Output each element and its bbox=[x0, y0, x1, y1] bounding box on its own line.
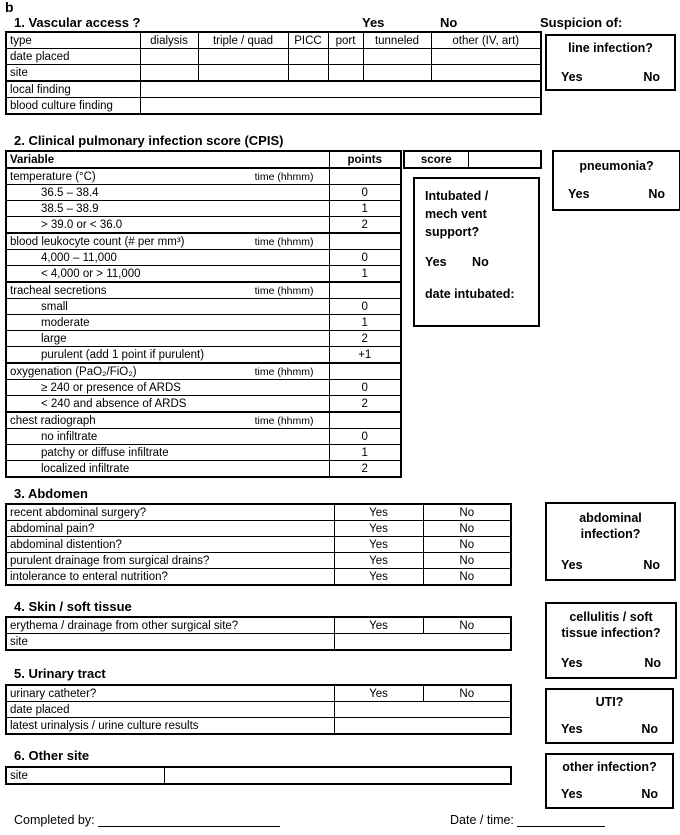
question-label: erythema / drainage from other surgical site? bbox=[6, 617, 334, 634]
input-cell[interactable] bbox=[198, 49, 288, 65]
table-row bbox=[6, 233, 401, 250]
no-option[interactable]: No bbox=[423, 569, 511, 586]
input-cell[interactable] bbox=[140, 49, 198, 65]
row-label-site: site bbox=[6, 634, 334, 651]
yes-option[interactable]: Yes bbox=[334, 537, 423, 553]
cpis-item-label: < 4,000 or > 11,000 bbox=[6, 266, 329, 283]
points-value: 2 bbox=[329, 331, 401, 347]
input-cell[interactable] bbox=[363, 65, 431, 82]
other-infection-box bbox=[545, 753, 674, 809]
input-cell[interactable] bbox=[288, 49, 328, 65]
section-title-abdomen: 3. Abdomen bbox=[14, 486, 88, 501]
pneumonia-question: pneumonia? bbox=[579, 159, 654, 173]
input-cell[interactable] bbox=[288, 65, 328, 82]
points-cell bbox=[329, 363, 401, 380]
points-value: 1 bbox=[329, 315, 401, 331]
input-cell[interactable] bbox=[363, 49, 431, 65]
input-cell-urinalysis[interactable] bbox=[334, 718, 511, 735]
table-row bbox=[6, 299, 401, 315]
cpis-variable-header: Variable bbox=[6, 151, 329, 168]
intubated-yes-option[interactable]: Yes bbox=[425, 255, 447, 269]
pneumonia-no-option[interactable]: No bbox=[648, 187, 665, 201]
uti-yes-option[interactable]: Yes bbox=[561, 722, 583, 736]
input-cell[interactable] bbox=[328, 49, 363, 65]
table-row bbox=[6, 396, 401, 413]
yes-option[interactable]: Yes bbox=[334, 521, 423, 537]
other-no-option[interactable]: No bbox=[641, 787, 658, 801]
urinary-table bbox=[5, 684, 512, 735]
points-value: +1 bbox=[329, 347, 401, 364]
type-option-other[interactable]: other (IV, art) bbox=[431, 32, 541, 49]
pneumonia-box bbox=[552, 150, 680, 211]
row-label-site: site bbox=[6, 767, 164, 784]
cpis-item-label: 36.5 – 38.4 bbox=[6, 185, 329, 201]
points-cell bbox=[329, 168, 401, 185]
group-label-text: temperature (°C) bbox=[10, 170, 96, 183]
points-value: 0 bbox=[329, 299, 401, 315]
input-cell[interactable] bbox=[328, 65, 363, 82]
points-value: 0 bbox=[329, 429, 401, 445]
table-row bbox=[6, 718, 511, 735]
table-row bbox=[6, 617, 511, 634]
intubated-no-option[interactable]: No bbox=[472, 255, 489, 269]
group-label-text: oxygenation (PaO₂/FiO₂) bbox=[10, 365, 137, 378]
points-cell bbox=[329, 233, 401, 250]
table-row bbox=[6, 412, 401, 429]
date-time-field bbox=[450, 813, 605, 827]
cpis-item-label: 38.5 – 38.9 bbox=[6, 201, 329, 217]
abdominal-yes-option[interactable]: Yes bbox=[561, 558, 583, 572]
table-row bbox=[6, 151, 401, 168]
row-label-site: site bbox=[6, 65, 140, 82]
points-value: 2 bbox=[329, 461, 401, 478]
intubated-box bbox=[413, 177, 540, 327]
table-row bbox=[6, 380, 401, 396]
table-row bbox=[6, 185, 401, 201]
line-infection-no-option[interactable]: No bbox=[643, 70, 660, 84]
table-row bbox=[6, 347, 401, 364]
points-value: 1 bbox=[329, 445, 401, 461]
no-option[interactable]: No bbox=[423, 553, 511, 569]
uti-question: UTI? bbox=[595, 695, 624, 709]
suspicion-of-label: Suspicion of: bbox=[540, 15, 623, 30]
points-value: 0 bbox=[329, 250, 401, 266]
table-row bbox=[6, 331, 401, 347]
input-cell[interactable] bbox=[431, 65, 541, 82]
no-option[interactable]: No bbox=[423, 537, 511, 553]
cpis-item-label: purulent (add 1 point if purulent) bbox=[6, 347, 329, 364]
type-option-picc[interactable]: PICC bbox=[288, 32, 328, 49]
uti-box bbox=[545, 688, 674, 744]
cellulitis-box bbox=[545, 602, 677, 679]
line-infection-question: line infection? bbox=[568, 41, 653, 55]
cpis-item-label: patchy or diffuse infiltrate bbox=[6, 445, 329, 461]
completed-by-label: Completed by: bbox=[14, 813, 95, 827]
vascular-yes-option[interactable]: Yes bbox=[362, 15, 385, 30]
section-title-other-site: 6. Other site bbox=[14, 748, 90, 763]
points-value: 0 bbox=[329, 185, 401, 201]
score-input-cell[interactable] bbox=[468, 151, 541, 168]
yes-option[interactable]: Yes bbox=[334, 504, 423, 521]
no-option[interactable]: No bbox=[423, 617, 511, 634]
question-label: abdominal distention? bbox=[6, 537, 334, 553]
time-hhmm-label: time (hhmm) bbox=[254, 414, 314, 427]
cpis-group-label bbox=[6, 233, 329, 250]
group-label-text: blood leukocyte count (# per mm³) bbox=[10, 235, 185, 248]
input-cell[interactable] bbox=[140, 65, 198, 82]
input-cell-local-finding[interactable] bbox=[140, 81, 541, 98]
yes-option[interactable]: Yes bbox=[334, 617, 423, 634]
row-label-urinalysis: latest urinalysis / urine culture results bbox=[6, 718, 334, 735]
section-title-skin: 4. Skin / soft tissue bbox=[14, 599, 132, 614]
table-row bbox=[6, 282, 401, 299]
table-row bbox=[6, 521, 511, 537]
abdomen-table bbox=[5, 503, 512, 586]
score-table bbox=[403, 150, 542, 169]
date-time-line[interactable] bbox=[517, 813, 605, 827]
row-label-blood-culture-finding: blood culture finding bbox=[6, 98, 140, 115]
skin-table bbox=[5, 616, 512, 651]
points-value: 1 bbox=[329, 266, 401, 283]
completed-by-field bbox=[14, 813, 280, 827]
table-row bbox=[6, 445, 401, 461]
cpis-item-label: no infiltrate bbox=[6, 429, 329, 445]
table-row bbox=[6, 504, 511, 521]
group-label-text: chest radiograph bbox=[10, 414, 96, 427]
type-option-dialysis[interactable]: dialysis bbox=[140, 32, 198, 49]
type-option-tunneled[interactable]: tunneled bbox=[363, 32, 431, 49]
vascular-no-option[interactable]: No bbox=[440, 15, 458, 30]
input-cell-date-placed[interactable] bbox=[334, 702, 511, 718]
cpis-item-label: 4,000 – 11,000 bbox=[6, 250, 329, 266]
question-label: abdominal pain? bbox=[6, 521, 334, 537]
date-intubated-label: date intubated: bbox=[425, 287, 515, 301]
points-value: 2 bbox=[329, 396, 401, 413]
points-value: 1 bbox=[329, 201, 401, 217]
no-option[interactable]: No bbox=[423, 685, 511, 702]
row-label-date-placed: date placed bbox=[6, 49, 140, 65]
table-row bbox=[6, 553, 511, 569]
question-label: recent abdominal surgery? bbox=[6, 504, 334, 521]
input-cell-blood-culture-finding[interactable] bbox=[140, 98, 541, 115]
yes-option[interactable]: Yes bbox=[334, 569, 423, 586]
table-row bbox=[6, 702, 511, 718]
cpis-points-header: points bbox=[329, 151, 401, 168]
abdominal-infection-box bbox=[545, 502, 676, 581]
input-cell-site[interactable] bbox=[334, 634, 511, 651]
table-row bbox=[6, 634, 511, 651]
time-hhmm-label: time (hhmm) bbox=[254, 170, 314, 183]
type-option-port[interactable]: port bbox=[328, 32, 363, 49]
figure-label: b bbox=[5, 0, 14, 15]
points-cell bbox=[329, 412, 401, 429]
cpis-item-label: localized infiltrate bbox=[6, 461, 329, 478]
time-hhmm-label: time (hhmm) bbox=[254, 235, 314, 248]
cpis-item-label: < 240 and absence of ARDS bbox=[6, 396, 329, 413]
table-row bbox=[6, 65, 541, 82]
row-label-date-placed: date placed bbox=[6, 702, 334, 718]
abdominal-infection-question: abdominal infection? bbox=[579, 511, 642, 541]
group-label-text: tracheal secretions bbox=[10, 284, 107, 297]
type-option-triple-quad[interactable]: triple / quad bbox=[198, 32, 288, 49]
cpis-group-label bbox=[6, 282, 329, 299]
yes-option[interactable]: Yes bbox=[334, 685, 423, 702]
table-row bbox=[404, 151, 541, 168]
other-site-table bbox=[5, 766, 512, 785]
table-row bbox=[6, 461, 401, 478]
section-title-vascular-access: 1. Vascular access ? bbox=[14, 15, 141, 30]
row-label-type: type bbox=[6, 32, 140, 49]
table-row bbox=[6, 266, 401, 283]
points-value: 2 bbox=[329, 217, 401, 234]
section-title-cpis: 2. Clinical pulmonary infection score (CPIS) bbox=[14, 133, 284, 148]
time-hhmm-label: time (hhmm) bbox=[254, 365, 314, 378]
line-infection-yes-option[interactable]: Yes bbox=[561, 70, 583, 84]
cpis-item-label: > 39.0 or < 36.0 bbox=[6, 217, 329, 234]
question-label: intolerance to enteral nutrition? bbox=[6, 569, 334, 586]
table-row bbox=[6, 537, 511, 553]
cellulitis-yes-option[interactable]: Yes bbox=[561, 656, 583, 670]
table-row bbox=[6, 201, 401, 217]
row-label-local-finding: local finding bbox=[6, 81, 140, 98]
table-row bbox=[6, 767, 511, 784]
cpis-item-label: moderate bbox=[6, 315, 329, 331]
cpis-item-label: large bbox=[6, 331, 329, 347]
vascular-access-table bbox=[5, 31, 542, 115]
time-hhmm-label: time (hhmm) bbox=[254, 284, 314, 297]
cpis-group-label bbox=[6, 363, 329, 380]
cpis-group-label bbox=[6, 412, 329, 429]
points-value: 0 bbox=[329, 380, 401, 396]
question-label: purulent drainage from surgical drains? bbox=[6, 553, 334, 569]
table-row bbox=[6, 685, 511, 702]
table-row bbox=[6, 569, 511, 586]
intubated-question: Intubated / mech vent support? bbox=[425, 189, 489, 239]
input-cell-other-site[interactable] bbox=[164, 767, 511, 784]
table-row bbox=[6, 32, 541, 49]
cellulitis-no-option[interactable]: No bbox=[644, 656, 661, 670]
table-row bbox=[6, 98, 541, 115]
cellulitis-question: cellulitis / soft tissue infection? bbox=[561, 610, 661, 640]
section-title-urinary: 5. Urinary tract bbox=[14, 666, 106, 681]
pneumonia-yes-option[interactable]: Yes bbox=[568, 187, 590, 201]
other-yes-option[interactable]: Yes bbox=[561, 787, 583, 801]
question-label: urinary catheter? bbox=[6, 685, 334, 702]
points-cell bbox=[329, 282, 401, 299]
table-row bbox=[6, 49, 541, 65]
table-row bbox=[6, 81, 541, 98]
cpis-item-label: small bbox=[6, 299, 329, 315]
no-option[interactable]: No bbox=[423, 521, 511, 537]
input-cell[interactable] bbox=[431, 49, 541, 65]
completed-by-signature-line[interactable] bbox=[98, 813, 280, 827]
abdominal-no-option[interactable]: No bbox=[643, 558, 660, 572]
input-cell[interactable] bbox=[198, 65, 288, 82]
table-row bbox=[6, 168, 401, 185]
yes-option[interactable]: Yes bbox=[334, 553, 423, 569]
table-row bbox=[6, 363, 401, 380]
table-row bbox=[6, 250, 401, 266]
cpis-table bbox=[5, 150, 402, 478]
table-row bbox=[6, 217, 401, 234]
cpis-item-label: ≥ 240 or presence of ARDS bbox=[6, 380, 329, 396]
table-row bbox=[6, 315, 401, 331]
line-infection-box bbox=[545, 34, 676, 91]
other-infection-question: other infection? bbox=[562, 760, 657, 774]
no-option[interactable]: No bbox=[423, 504, 511, 521]
score-label: score bbox=[404, 151, 468, 168]
date-time-label: Date / time: bbox=[450, 813, 514, 827]
uti-no-option[interactable]: No bbox=[641, 722, 658, 736]
cpis-group-label bbox=[6, 168, 329, 185]
table-row bbox=[6, 429, 401, 445]
